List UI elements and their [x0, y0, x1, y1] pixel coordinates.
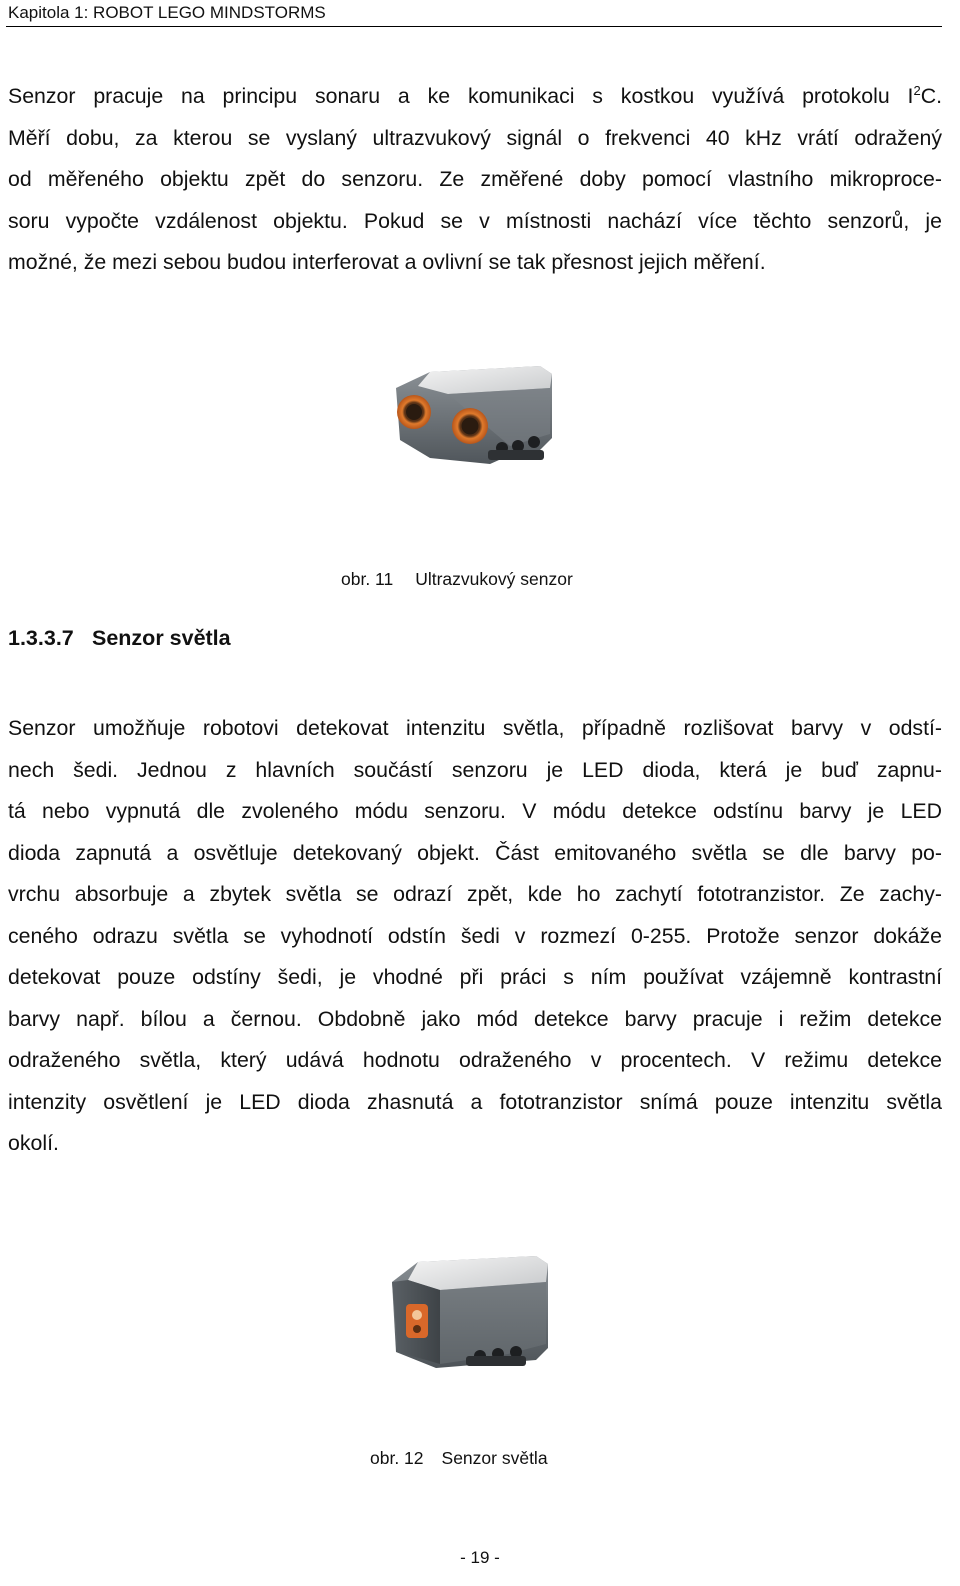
- text-line: možné, že mezi sebou budou interferovat a ovlivní se tak přesnost jejich měření.: [8, 250, 766, 274]
- text-line: intenzity osvětlení je LED dioda zhasnutá a fototranzistor snímá pouze intenzitu světla: [8, 1089, 942, 1114]
- text-line: barvy např. bílou a černou. Obdobně jako mód detekce barvy pracuje i režim detekce: [8, 1006, 942, 1031]
- text-line: tá nebo vypnutá dle zvoleného módu senzoru. V módu detekce odstínu barvy je LED: [8, 799, 942, 823]
- section-number: 1.3.3.7: [8, 626, 74, 650]
- text-line: soru vypočte vzdálenost objektu. Pokud se v místnosti nachází více těchto senzorů, je: [8, 208, 942, 233]
- paragraph-sonar: [8, 76, 942, 284]
- figure-11-caption: [341, 568, 573, 590]
- text-line: Senzor pracuje na principu sonaru a ke komunikaci s kostkou využívá protokolu $I^2C$.: [8, 83, 942, 108]
- light-sensor-image: [388, 1252, 554, 1372]
- text-line: okolí.: [8, 1131, 59, 1155]
- page-number: - 19 -: [460, 1548, 500, 1567]
- ultrasonic-sensor-image: [390, 360, 560, 470]
- figure-12-caption: [370, 1447, 548, 1469]
- figure-number: obr. 11: [341, 569, 394, 589]
- text-line: vrchu absorbuje a zbytek světla se odrazí zpět, kde ho zachytí fototranzistor. Ze zachy-: [8, 882, 942, 906]
- text-line: detekovat pouze odstíny šedi, je vhodné při práci s ním používat vzájemně kontrastní: [8, 965, 942, 989]
- text-line: ceného odrazu světla se vyhodnotí odstín šedi v rozmezí 0-255. Protože senzor dokáže: [8, 923, 942, 948]
- text-line: Senzor umožňuje robotovi detekovat intenzitu světla, případně rozlišovat barvy v odstí-: [8, 716, 942, 740]
- section-title: Senzor světla: [92, 626, 231, 650]
- header-divider: [6, 26, 942, 27]
- text-line: nech šedi. Jednou z hlavních součástí senzoru je LED dioda, která je buď zapnu-: [8, 757, 942, 782]
- figure-caption-text: Ultrazvukový senzor: [415, 569, 573, 589]
- figure-number: obr. 12: [370, 1448, 424, 1468]
- figure-caption-text: Senzor světla: [441, 1448, 548, 1468]
- text-line: Měří dobu, za kterou se vyslaný ultrazvukový signál o frekvenci 40 kHz vrátí odražený: [8, 125, 942, 150]
- superscript: 2: [913, 83, 921, 98]
- section-heading: [8, 624, 231, 652]
- text-line: od měřeného objektu zpět do senzoru. Ze změřené doby pomocí vlastního mikroproce-: [8, 167, 942, 191]
- running-header: Kapitola 1: ROBOT LEGO MINDSTORMS: [8, 3, 326, 22]
- text-line: dioda zapnutá a osvětluje detekovaný objekt. Část emitovaného světla se dle barvy po-: [8, 840, 942, 865]
- text-line: odraženého světla, který udává hodnotu odraženého v procentech. V režimu detekce: [8, 1048, 942, 1072]
- paragraph-light-sensor: [8, 708, 942, 1165]
